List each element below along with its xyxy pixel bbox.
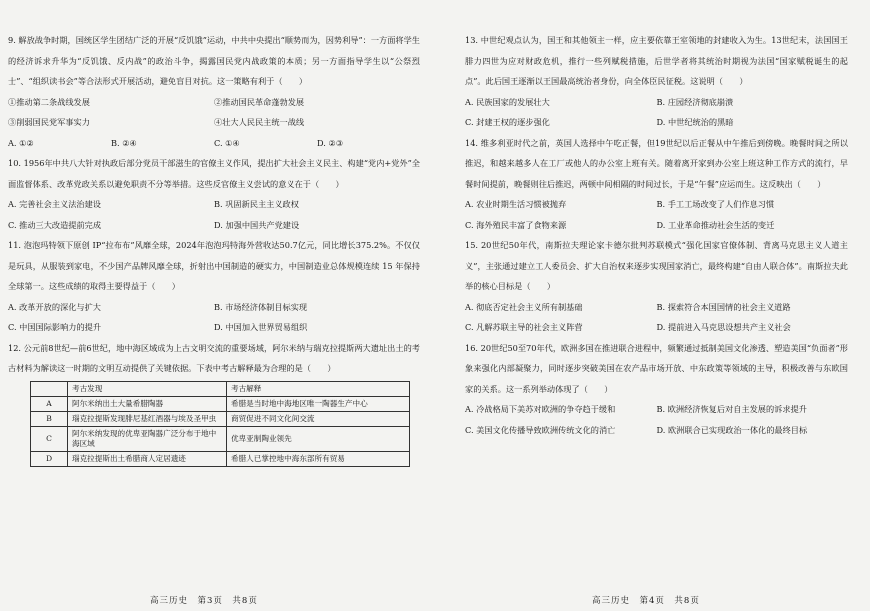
explanation-cell: 希腊人已掌控地中海东部所有贸易 [227,451,410,466]
table-row [31,426,410,451]
question-14-options [465,194,848,215]
page-4 [440,0,870,611]
option: C. 美国文化传播导致欧洲传统文化的消亡 [465,424,616,435]
question-10-stem: 10. 1956年中共八大针对执政后部分党员干部滋生的官僚主义作风，提出扩大社会主义民主、构建“党内+党外”全面监督体系、改革党政关系以避免职责不分等举措。这些反官僚主义尝试的意义在于（ ） [8,158,420,189]
page-footer: 高三历史 第3页 共8页 [150,596,258,606]
option: A. 改革开放的深化与扩大 [8,301,101,312]
question-9-items [8,112,420,133]
question-16-options [465,399,848,420]
option: A. ①② [8,137,34,148]
explanation-cell: 商贸促进不同文化间交流 [227,411,410,426]
question-14-options [465,215,848,236]
table-header [31,381,410,396]
option: C. 推动三大改造提前完成 [8,219,102,230]
question-12-stem: 12. 公元前8世纪—前6世纪，地中海区域成为上古文明交流的重要场域，阿尔米纳与瑞克拉提斯两大遗址出土的考古材料为解读这一时期的文明互动提供了关键依据。下表中考古解释最为合理的是（ ） [8,342,420,373]
option: A. 民族国家的发展壮大 [465,96,550,107]
option: B. 巩固新民主主义政权 [214,199,299,209]
option: A. 彻底否定社会主义所有制基础 [465,301,583,312]
option: B. 手工工场改变了人们作息习惯 [656,199,775,209]
explanation-cell: 优卑亚制陶业领先 [227,426,410,451]
finding-cell: 瑙克拉提斯发现腓尼基红酒器与埃及圣甲虫 [68,411,227,426]
question-10-options [8,194,420,215]
row-label: C [31,426,68,451]
item: ③削弱国民党军事实力 [8,117,90,127]
question-14-stem: 14. 维多利亚时代之前，英国人选择中午吃正餐，但19世纪以后正餐从中午推后到傍晚。晚餐时间之所以推迟，和越来越多人在工厂或他人的办公室上班有关。随着离开家到办公室上班这种工作方式的流行，早餐时间提前，晚餐则往后推迟，两顿中间相隔的时间过长，于是“午餐”应运而生。这反映出（ ） [465,137,848,189]
option: D. 中国加入世界贸易组织 [214,322,308,332]
option: A. 冷战格局下美苏对欧洲的争夺趋于缓和 [465,404,616,414]
option: A. 农业时期生活习惯被抛弃 [465,199,567,209]
question-9-items [8,92,420,113]
option: D. 加强中国共产党建设 [214,219,300,230]
item: ①推动第二条战线发展 [8,96,90,107]
option: C. 凡解苏联主导的社会主义阵营 [465,322,583,332]
question-10-options [8,215,420,236]
row-label: D [31,451,68,466]
question-11-options [8,297,420,318]
option: D. 工业革命推动社会生活的变迁 [656,219,775,230]
header-cell [31,381,68,396]
question-15-options [465,317,848,338]
option: B. ②④ [111,137,137,148]
option: B. 欧洲经济恢复后对自主发展的诉求提升 [656,404,807,414]
option: D. 中世纪统治的黑暗 [656,117,734,127]
question-15-stem: 15. 20世纪50年代，南斯拉夫理论家卡德尔批判苏联模式“强化国家官僚体制、背离马克思主义人道主义”，主张通过建立工人委员会、扩大自治权来逐步实现国家消亡，最终构建“自由人联合体”。南斯拉夫此举的核心目标是（ ） [465,240,848,291]
option: D. 提前进入马克思设想共产主义社会 [656,322,791,332]
header-cell: 考古发现 [68,381,227,396]
option: C. 封建王权的逐步强化 [465,117,550,127]
header-cell: 考古解释 [227,381,410,396]
table-row [31,411,410,426]
question-11-options [8,317,420,338]
question-16-options [465,420,848,441]
row-label: B [31,411,68,426]
option: D. ②③ [317,137,344,148]
question-9-stem: 9. 解放战争时期，国统区学生团结广泛的开展“反饥饿”运动，中共中央提出“顺势而为，因势利导”：一方面将学生的经济诉求升华为“反饥饿、反内战”的政治斗争，揭露国民党内战政策的本质；另一方面指导学生以“公祭烈士”、“组织读书会”等合法形式开展活动，避免盲目对抗。这一策略有利于（ ） [8,35,420,86]
item: ②推动国民革命蓬勃发展 [214,96,305,107]
page-footer: 高三历史 第4页 共8页 [592,596,700,606]
question-9-options [8,133,420,154]
option: A. 完善社会主义法治建设 [8,199,101,209]
archaeology-table [30,381,410,467]
option: C. 海外殖民丰富了食物来源 [465,219,567,230]
finding-cell: 阿尔米纳出土大量希腊陶器 [68,396,227,411]
question-16-stem: 16. 20世纪50至70年代，欧洲多国在推进联合进程中，频繁通过抵制美国文化渗透、塑造美国“负面者”形象来强化内部凝聚力，同时逐步突破美国在农产品市场开放、中东政策等领域的主导，积极改善与东欧国家的关系。这一系列举动体现了（ ） [465,342,848,394]
finding-cell: 瑙克拉提斯出土希腊商人定居遗迹 [68,451,227,466]
question-13-options [465,112,848,133]
row-label: A [31,396,68,411]
question-15-options [465,297,848,318]
option: B. 探索符合本国国情的社会主义道路 [656,301,791,312]
option: C. ①④ [214,137,240,148]
table-row [31,396,410,411]
option: D. 欧洲联合已实现政治一体化的最终目标 [656,424,808,435]
finding-cell: 阿尔米纳发现的优卑亚陶器广泛分布于地中海区域 [68,426,227,451]
explanation-cell: 希腊是当时地中海地区唯一陶器生产中心 [227,396,410,411]
option: B. 庄园经济彻底崩溃 [656,96,734,107]
option: C. 中国国际影响力的提升 [8,322,102,332]
table-row [31,451,410,466]
question-13-stem: 13. 中世纪观点认为，国王和其他领主一样，应主要依靠王室领地的封建收入为生。13世纪末，法国国王腓力四世为应对财政危机，推行一些列赋税措施，后世学者将其统治时期视为法国“国家赋税诞生的起点”。此后国王逐渐以王国最高统治者身份，向全体臣民征税。这说明（ ） [465,35,848,86]
question-11-stem: 11. 泡泡玛特领下原创 IP“拉布布”风靡全球，2024年泡泡玛特海外营收达50.7亿元，同比增长375.2%。不仅仅是玩具，从服装到家电，不少国产品牌风靡全球，折射出中国制造的硬实力，中国制造业总体规模连续 15 年保持全球第一。这些成绩的取得主要得益于（ ） [8,240,420,291]
page-3 [0,0,432,611]
question-13-options [465,92,848,113]
option: B. 市场经济体制目标实现 [214,301,308,312]
item: ④壮大人民民主统一战线 [214,117,305,127]
